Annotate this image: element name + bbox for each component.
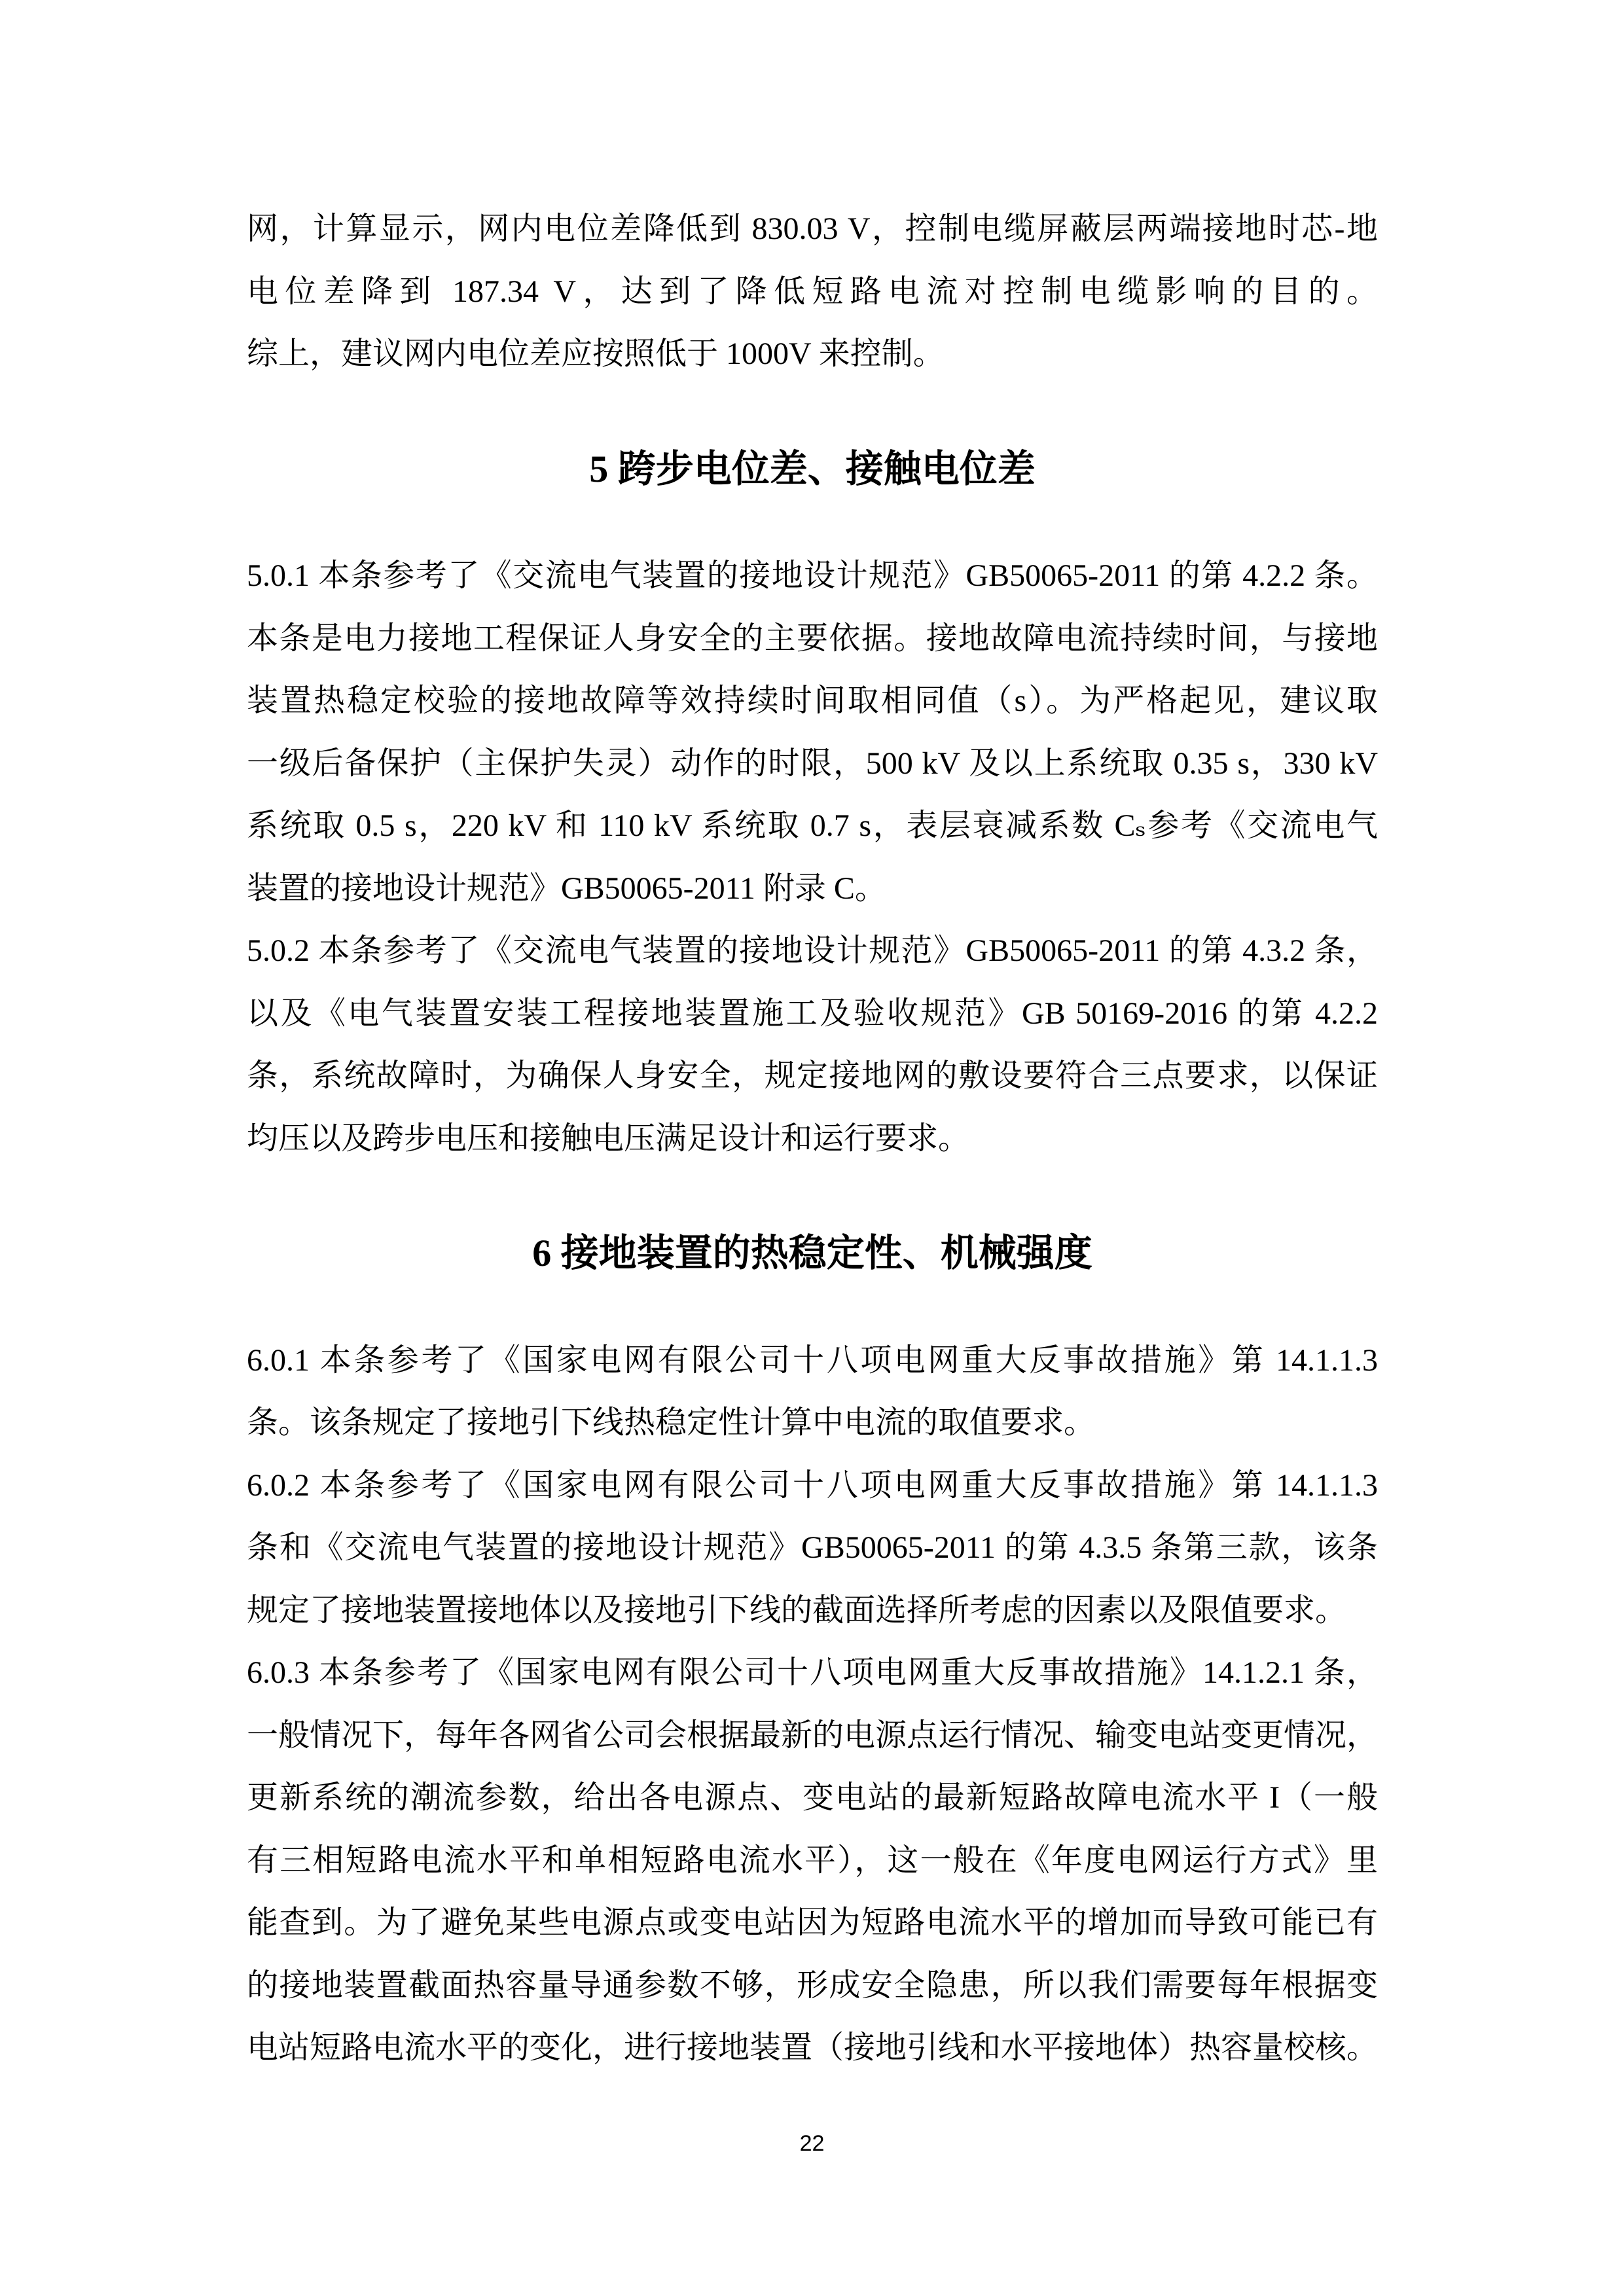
text-line: 条，系统故障时，为确保人身安全，规定接地网的敷设要符合三点要求，以保证 xyxy=(247,1058,1378,1093)
text-line: 能查到。为了避免某些电源点或变电站因为短路电流水平的增加而导致可能已有 xyxy=(247,1905,1378,1940)
paragraph xyxy=(247,1641,1378,2079)
text-line: 更新系统的潮流参数，给出各电源点、变电站的最新短路故障电流水平 I（一般 xyxy=(247,1780,1378,1815)
paragraph xyxy=(247,920,1378,1170)
text-line: 一级后备保护（主保护失灵）动作的时限，500 kV 及以上系统取 0.35 s，330 kV xyxy=(247,745,1378,781)
text-line: 系统取 0.5 s，220 kV 和 110 kV 系统取 0.7 s，表层衰减系数 Cₛ参考《交流电气 xyxy=(247,808,1378,843)
text-line: 5.0.2 本条参考了《交流电气装置的接地设计规范》GB50065-2011 的第 4.3.2 条， xyxy=(247,933,1378,968)
text-line: 装置的接地设计规范》GB50065-2011 附录 C。 xyxy=(247,870,886,906)
section-heading: 6 接地装置的热稳定性、机械强度 xyxy=(532,1232,1092,1274)
paragraph xyxy=(247,198,1378,386)
text-line: 电位差降到 187.34 V，达到了降低短路电流对控制电缆影响的目的。 xyxy=(247,274,1378,309)
text-line: 以及《电气装置安装工程接地装置施工及验收规范》GB 50169-2016 的第 4.2.2 xyxy=(247,996,1378,1031)
paragraph xyxy=(247,1454,1378,1642)
text-line: 电站短路电流水平的变化，进行接地装置（接地引线和水平接地体）热容量校核。 xyxy=(247,2030,1379,2065)
section-heading: 5 跨步电位差、接触电位差 xyxy=(589,447,1036,490)
text-line: 均压以及跨步电压和接触电压满足设计和运行要求。 xyxy=(247,1121,970,1156)
text-line: 装置热稳定校验的接地故障等效持续时间取相同值（s）。为严格起见，建议取 xyxy=(247,683,1378,718)
text-line: 一般情况下，每年各网省公司会根据最新的电源点运行情况、输变电站变更情况， xyxy=(247,1717,1379,1753)
paragraph xyxy=(247,1329,1378,1454)
text-line: 6.0.2 本条参考了《国家电网有限公司十八项电网重大反事故措施》第 14.1.1.3 xyxy=(247,1467,1378,1503)
text-line: 综上，建议网内电位差应按照低于 1000V 来控制。 xyxy=(247,336,945,371)
text-line: 条和《交流电气装置的接地设计规范》GB50065-2011 的第 4.3.5 条第三款，该条 xyxy=(247,1530,1378,1565)
text-line: 有三相短路电流水平和单相短路电流水平），这一般在《年度电网运行方式》里 xyxy=(247,1842,1378,1878)
page-body xyxy=(247,198,1378,2079)
text-line: 本条是电力接地工程保证人身安全的主要依据。接地故障电流持续时间，与接地 xyxy=(247,620,1378,656)
page-number: 22 xyxy=(799,2131,825,2156)
paragraph xyxy=(247,545,1378,920)
text-line: 的接地装置截面热容量导通参数不够，形成安全隐患，所以我们需要每年根据变 xyxy=(247,1967,1378,2003)
text-line: 规定了接地装置接地体以及接地引下线的截面选择所考虑的因素以及限值要求。 xyxy=(247,1592,1347,1628)
text-line: 条。该条规定了接地引下线热稳定性计算中电流的取值要求。 xyxy=(247,1405,1096,1440)
text-line: 5.0.1 本条参考了《交流电气装置的接地设计规范》GB50065-2011 的第 4.2.2 条。 xyxy=(247,558,1378,593)
text-line: 网，计算显示，网内电位差降低到 830.03 V，控制电缆屏蔽层两端接地时芯-地 xyxy=(247,211,1378,246)
text-line: 6.0.1 本条参考了《国家电网有限公司十八项电网重大反事故措施》第 14.1.1.3 xyxy=(247,1342,1378,1378)
text-line: 6.0.3 本条参考了《国家电网有限公司十八项电网重大反事故措施》14.1.2.1 条， xyxy=(247,1655,1378,1690)
